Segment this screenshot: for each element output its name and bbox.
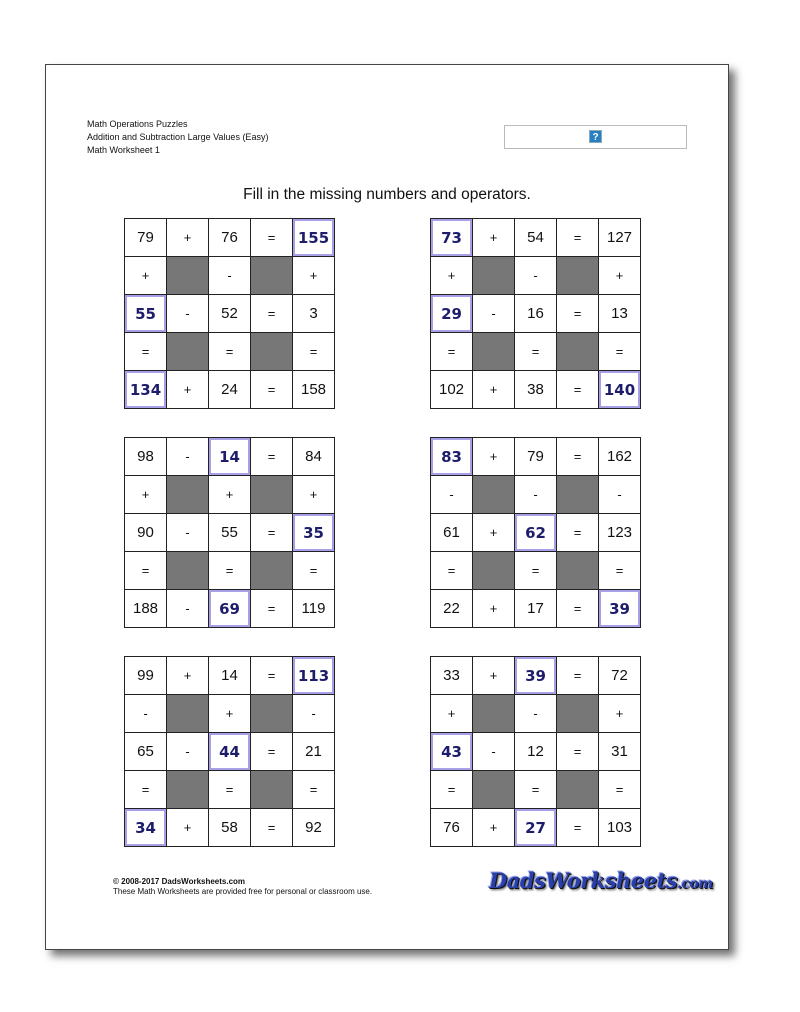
operator-cell: -	[473, 295, 515, 333]
operator-cell: -	[431, 476, 473, 514]
puzzle-row	[125, 809, 335, 847]
operator-cell: +	[473, 809, 515, 847]
operator-cell: =	[251, 371, 293, 409]
operator-cell: -	[125, 695, 167, 733]
number-cell: 24	[209, 371, 251, 409]
operator-cell: =	[293, 552, 335, 590]
number-cell: 65	[125, 733, 167, 771]
shaded-cell	[251, 695, 293, 733]
number-cell: 3	[293, 295, 335, 333]
operator-cell: =	[599, 771, 641, 809]
puzzle-row	[431, 295, 641, 333]
shaded-cell	[251, 476, 293, 514]
number-cell: 119	[293, 590, 335, 628]
operator-cell: +	[599, 695, 641, 733]
operator-cell: =	[293, 333, 335, 371]
number-cell: 21	[293, 733, 335, 771]
number-cell: 13	[599, 295, 641, 333]
puzzle-row	[431, 438, 641, 476]
answer-cell[interactable]: 55	[125, 295, 167, 333]
puzzle-grid-1	[124, 218, 335, 409]
shaded-cell	[473, 257, 515, 295]
answer-cell[interactable]: 44	[209, 733, 251, 771]
number-cell: 33	[431, 657, 473, 695]
number-cell: 54	[515, 219, 557, 257]
operator-cell: -	[167, 514, 209, 552]
puzzle-row	[125, 295, 335, 333]
operator-cell: +	[167, 809, 209, 847]
operator-cell: =	[515, 771, 557, 809]
answer-cell[interactable]: 134	[125, 371, 167, 409]
operator-cell: =	[431, 552, 473, 590]
answer-cell[interactable]: 39	[599, 590, 641, 628]
usage-notice: These Math Worksheets are provided free for personal or classroom use.	[113, 887, 373, 896]
puzzle-row	[125, 552, 335, 590]
operator-cell: +	[293, 257, 335, 295]
number-cell: 92	[293, 809, 335, 847]
shaded-cell	[473, 333, 515, 371]
puzzle-row	[431, 333, 641, 371]
puzzle-row	[125, 695, 335, 733]
number-cell: 102	[431, 371, 473, 409]
answer-cell[interactable]: 69	[209, 590, 251, 628]
operator-cell: -	[515, 257, 557, 295]
operator-cell: +	[473, 514, 515, 552]
name-field[interactable]	[504, 125, 687, 149]
operator-cell: +	[473, 590, 515, 628]
help-icon[interactable]: ?	[589, 130, 602, 143]
operator-cell: =	[557, 590, 599, 628]
puzzle-row	[125, 371, 335, 409]
puzzle-row	[431, 695, 641, 733]
number-cell: 72	[599, 657, 641, 695]
operator-cell: +	[167, 371, 209, 409]
operator-cell: +	[125, 476, 167, 514]
shaded-cell	[557, 552, 599, 590]
shaded-cell	[473, 695, 515, 733]
puzzle-row	[431, 809, 641, 847]
answer-cell[interactable]: 43	[431, 733, 473, 771]
operator-cell: -	[167, 733, 209, 771]
operator-cell: =	[125, 333, 167, 371]
shaded-cell	[251, 552, 293, 590]
logo-suffix: .com	[677, 876, 713, 892]
puzzle-row	[125, 438, 335, 476]
answer-cell[interactable]: 27	[515, 809, 557, 847]
answer-cell[interactable]: 14	[209, 438, 251, 476]
operator-cell: =	[557, 514, 599, 552]
shaded-cell	[167, 257, 209, 295]
operator-cell: =	[251, 438, 293, 476]
answer-cell[interactable]: 113	[293, 657, 335, 695]
operator-cell: =	[557, 295, 599, 333]
shaded-cell	[167, 771, 209, 809]
operator-cell: =	[599, 333, 641, 371]
operator-cell: -	[515, 695, 557, 733]
shaded-cell	[167, 333, 209, 371]
operator-cell: =	[557, 438, 599, 476]
number-cell: 90	[125, 514, 167, 552]
number-cell: 55	[209, 514, 251, 552]
operator-cell: +	[167, 657, 209, 695]
operator-cell: =	[251, 514, 293, 552]
shaded-cell	[557, 257, 599, 295]
operator-cell: =	[251, 809, 293, 847]
puzzle-row	[125, 514, 335, 552]
worksheet-subtitle: Addition and Subtraction Large Values (Easy)	[87, 132, 269, 142]
operator-cell: +	[125, 257, 167, 295]
operator-cell: =	[209, 771, 251, 809]
number-cell: 79	[515, 438, 557, 476]
number-cell: 14	[209, 657, 251, 695]
number-cell: 188	[125, 590, 167, 628]
puzzle-row	[431, 771, 641, 809]
number-cell: 76	[209, 219, 251, 257]
shaded-cell	[167, 552, 209, 590]
number-cell: 52	[209, 295, 251, 333]
shaded-cell	[557, 695, 599, 733]
shaded-cell	[167, 476, 209, 514]
operator-cell: =	[557, 371, 599, 409]
puzzle-row	[125, 771, 335, 809]
number-cell: 123	[599, 514, 641, 552]
answer-cell[interactable]: 39	[515, 657, 557, 695]
shaded-cell	[557, 333, 599, 371]
shaded-cell	[557, 476, 599, 514]
instructions: Fill in the missing numbers and operators.	[243, 186, 531, 203]
puzzle-row	[125, 333, 335, 371]
operator-cell: =	[251, 295, 293, 333]
number-cell: 12	[515, 733, 557, 771]
worksheet-page	[45, 64, 729, 950]
answer-cell[interactable]: 34	[125, 809, 167, 847]
shaded-cell	[473, 771, 515, 809]
puzzle-row	[125, 733, 335, 771]
puzzle-grid-2	[430, 218, 641, 409]
logo-main: DadsWorksheets	[489, 868, 678, 893]
operator-cell: +	[473, 371, 515, 409]
number-cell: 38	[515, 371, 557, 409]
operator-cell: =	[251, 219, 293, 257]
operator-cell: =	[557, 219, 599, 257]
dadsworksheets-logo	[489, 868, 713, 893]
operator-cell: +	[431, 257, 473, 295]
shaded-cell	[167, 695, 209, 733]
number-cell: 22	[431, 590, 473, 628]
operator-cell: +	[473, 657, 515, 695]
operator-cell: =	[431, 333, 473, 371]
operator-cell: -	[515, 476, 557, 514]
operator-cell: =	[293, 771, 335, 809]
operator-cell: +	[473, 438, 515, 476]
operator-cell: -	[209, 257, 251, 295]
number-cell: 16	[515, 295, 557, 333]
operator-cell: =	[251, 590, 293, 628]
operator-cell: =	[557, 657, 599, 695]
operator-cell: +	[167, 219, 209, 257]
puzzle-row	[125, 590, 335, 628]
puzzle-row	[125, 657, 335, 695]
number-cell: 61	[431, 514, 473, 552]
shaded-cell	[473, 552, 515, 590]
operator-cell: =	[557, 733, 599, 771]
number-cell: 17	[515, 590, 557, 628]
operator-cell: -	[167, 295, 209, 333]
answer-cell[interactable]: 140	[599, 371, 641, 409]
puzzle-row	[431, 657, 641, 695]
number-cell: 127	[599, 219, 641, 257]
puzzle-row	[431, 552, 641, 590]
puzzle-row	[125, 476, 335, 514]
operator-cell: =	[515, 333, 557, 371]
operator-cell: -	[167, 438, 209, 476]
operator-cell: +	[293, 476, 335, 514]
operator-cell: -	[599, 476, 641, 514]
number-cell: 103	[599, 809, 641, 847]
operator-cell: -	[167, 590, 209, 628]
puzzle-grid-5	[124, 656, 335, 847]
operator-cell: =	[557, 809, 599, 847]
operator-cell: =	[599, 552, 641, 590]
number-cell: 84	[293, 438, 335, 476]
puzzle-grid-3	[124, 437, 335, 628]
shaded-cell	[557, 771, 599, 809]
shaded-cell	[251, 333, 293, 371]
copyright-text: © 2008-2017 DadsWorksheets.com	[113, 877, 246, 886]
operator-cell: =	[209, 333, 251, 371]
operator-cell: -	[293, 695, 335, 733]
puzzle-row	[431, 733, 641, 771]
operator-cell: =	[515, 552, 557, 590]
operator-cell: +	[431, 695, 473, 733]
number-cell: 31	[599, 733, 641, 771]
number-cell: 162	[599, 438, 641, 476]
answer-cell[interactable]: 155	[293, 219, 335, 257]
number-cell: 58	[209, 809, 251, 847]
number-cell: 158	[293, 371, 335, 409]
operator-cell: =	[125, 552, 167, 590]
worksheet-number: Math Worksheet 1	[87, 145, 160, 155]
operator-cell: =	[251, 733, 293, 771]
puzzle-grid-4	[430, 437, 641, 628]
puzzle-row	[125, 257, 335, 295]
number-cell: 98	[125, 438, 167, 476]
answer-cell[interactable]: 73	[431, 219, 473, 257]
answer-cell[interactable]: 83	[431, 438, 473, 476]
puzzle-row	[125, 219, 335, 257]
puzzle-row	[431, 371, 641, 409]
number-cell: 76	[431, 809, 473, 847]
answer-cell[interactable]: 29	[431, 295, 473, 333]
operator-cell: =	[431, 771, 473, 809]
puzzle-grid-6	[430, 656, 641, 847]
worksheet-title: Math Operations Puzzles	[87, 119, 188, 129]
puzzle-row	[431, 257, 641, 295]
puzzle-row	[431, 219, 641, 257]
number-cell: 79	[125, 219, 167, 257]
operator-cell: +	[599, 257, 641, 295]
operator-cell: -	[473, 733, 515, 771]
shaded-cell	[251, 257, 293, 295]
operator-cell: +	[473, 219, 515, 257]
number-cell: 99	[125, 657, 167, 695]
puzzle-row	[431, 476, 641, 514]
operator-cell: =	[125, 771, 167, 809]
operator-cell: +	[209, 476, 251, 514]
shaded-cell	[251, 771, 293, 809]
operator-cell: =	[251, 657, 293, 695]
operator-cell: +	[209, 695, 251, 733]
answer-cell[interactable]: 62	[515, 514, 557, 552]
shaded-cell	[473, 476, 515, 514]
puzzle-row	[431, 514, 641, 552]
puzzle-row	[431, 590, 641, 628]
answer-cell[interactable]: 35	[293, 514, 335, 552]
operator-cell: =	[209, 552, 251, 590]
